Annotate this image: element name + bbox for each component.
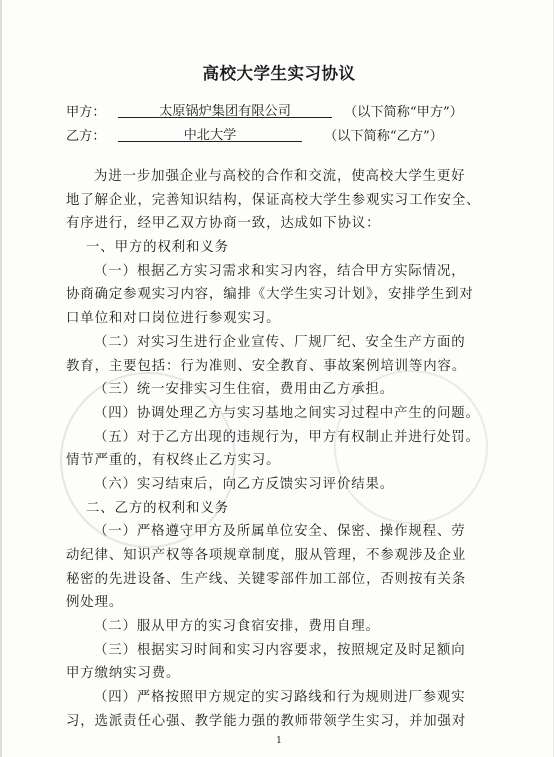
- body-line: 秘密的先进设备、生产线、关键零部件加工部位，否则按有关条: [66, 571, 467, 587]
- section-heading-party-a: 一、甲方的权利和义务: [86, 240, 229, 256]
- body-line: （一）根据乙方实习需求和实习内容，结合甲方实际情况，: [94, 263, 466, 279]
- section-heading-party-b: 二、乙方的权利和义务: [86, 500, 229, 516]
- body-line: 口单位和对口岗位进行参观实习。: [66, 311, 281, 327]
- body-line: 习，选派责任心强、教学能力强的教师带领学生实习，并加强对: [66, 713, 467, 729]
- body-line: 为进一步加强企业与高校的合作和交流，使高校大学生更好: [94, 169, 466, 184]
- party-b-label: 乙方：: [66, 129, 106, 144]
- body-line: （四）协调处理乙方与实习基地之间实习过程中产生的问题。: [94, 405, 480, 421]
- body-line: 协商确定参观实习内容，编排《大学生实习计划》，安排学生到对: [66, 287, 474, 303]
- page-number: 1: [276, 736, 282, 746]
- document-title: 高校大学生实习协议: [202, 64, 356, 83]
- body-line: 有序进行，经甲乙双方协商一致，达成如下协议：: [66, 216, 381, 232]
- body-line: （五）对于乙方出现的违规行为，甲方有权制止并进行处罚。: [94, 429, 480, 445]
- body-line: （二）服从甲方的实习食宿安排，费用自理。: [94, 619, 380, 635]
- party-a-label: 甲方：: [66, 105, 106, 120]
- body-line: （一）严格遵守甲方及所属单位安全、保密、操作规程、劳: [94, 524, 466, 540]
- body-line: 地了解企业，完善知识结构，保证高校大学生参观实习工作安全、: [66, 192, 481, 208]
- agreement-body: [66, 165, 496, 734]
- body-line: 教育，主要包括：行为准则、安全教育、事故案例培训等内容。: [66, 358, 467, 374]
- party-b-note: （以下简称“乙方”）: [324, 129, 443, 144]
- body-line: 动纪律、知识产权等各项规章制度，服从管理，不参观涉及企业: [66, 548, 467, 563]
- body-line: 甲方缴纳实习费。: [66, 666, 181, 682]
- body-line: （三）根据实习时间和实习内容要求，按照规定及时足额向: [94, 642, 466, 658]
- body-line: （三）统一安排实习生住宿，费用由乙方承担。: [94, 382, 395, 398]
- body-line: （四）严格按照甲方规定的实习路线和行为规则进厂参观实: [94, 690, 466, 706]
- body-line: 情节严重的，有权终止乙方实习。: [66, 453, 281, 469]
- party-a-name: 太原锅炉集团有限公司: [118, 100, 332, 118]
- body-line: （二）对实习生进行企业宣传、厂规厂纪、安全生产方面的: [94, 334, 466, 350]
- party-a-line: [66, 101, 463, 120]
- body-line: 例处理。: [66, 595, 124, 611]
- party-a-note: （以下简称“甲方”）: [344, 105, 463, 120]
- body-line: （六）实习结束后，向乙方反馈实习评价结果。: [94, 476, 395, 492]
- party-b-name: 中北大学: [118, 124, 302, 142]
- party-b-line: [66, 125, 443, 144]
